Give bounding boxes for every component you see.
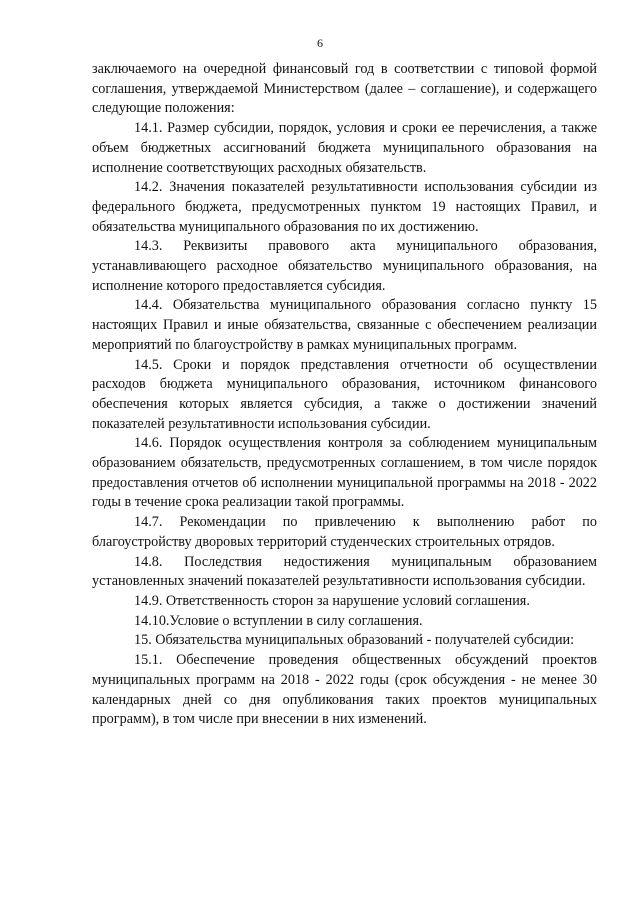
paragraph-14-3: 14.3. Реквизиты правового акта муниципального образования, устанавливающего расходное обязательство муниципального образования, на исполнение которого предоставляется субсидия.	[92, 238, 597, 294]
paragraph-14-5: 14.5. Сроки и порядок представления отчетности об осуществлении расходов бюджета муниципального образования, источником финансового обеспечения которых является субсидия, а также о достижении значений показателей результативности использования субсидии.	[92, 356, 597, 432]
paragraph-14-8: 14.8. Последствия недостижения муниципальным образованием установленных значений показателей результативности использования субсидии.	[92, 553, 597, 590]
paragraph-14-1: 14.1. Размер субсидии, порядок, условия и сроки ее перечисления, а также объем бюджетных ассигнований бюджета муниципального образования на исполнение соответствующих расходных обязательств.	[92, 120, 597, 176]
paragraph-14-10: 14.10.Условие о вступлении в силу соглашения.	[134, 612, 423, 629]
paragraph-14-9: 14.9. Ответственность сторон за нарушение условий соглашения.	[134, 592, 530, 609]
page-number: 6	[317, 36, 323, 50]
paragraph-15: 15. Обязательства муниципальных образований - получателей субсидии:	[134, 632, 575, 649]
paragraph-14-7: 14.7. Рекомендации по привлечению к выполнению работ по благоустройству дворовых территорий студенческих строительных отрядов.	[92, 514, 597, 550]
paragraph-14-2: 14.2. Значения показателей результативности использования субсидии из федерального бюджета, предусмотренных пунктом 19 настоящих Правил, и обязательства муниципального образования по их достижению.	[92, 179, 597, 235]
document-body	[92, 60, 597, 730]
paragraph-14-4: 14.4. Обязательства муниципального образования согласно пункту 15 настоящих Правил и иные обязательства, связанные с обеспечением реализации мероприятий по благоустройству в рамках муниципальных программ.	[92, 297, 597, 353]
paragraph-15-1: 15.1. Обеспечение проведения общественных обсуждений проектов муниципальных программ на 2018 - 2022 годы (срок обсуждения - не менее 30 календарных дней со дня опубликования таких проектов муниципальных программ), в том числе при внесении в них изменений.	[92, 652, 597, 728]
paragraph-intro-continuation: заключаемого на очередной финансовый год в соответствии с типовой формой соглашения, утверждаемой Министерством (далее – соглашение), и содержащего следующие положения:	[92, 61, 597, 117]
paragraph-14-6: 14.6. Порядок осуществления контроля за соблюдением муниципальным образованием обязательств, предусмотренных соглашением, в том числе порядок предоставления отчетов об исполнении муниципальной программы на 2018 - 2022 годы в течение срока реализации такой программы.	[92, 435, 597, 511]
